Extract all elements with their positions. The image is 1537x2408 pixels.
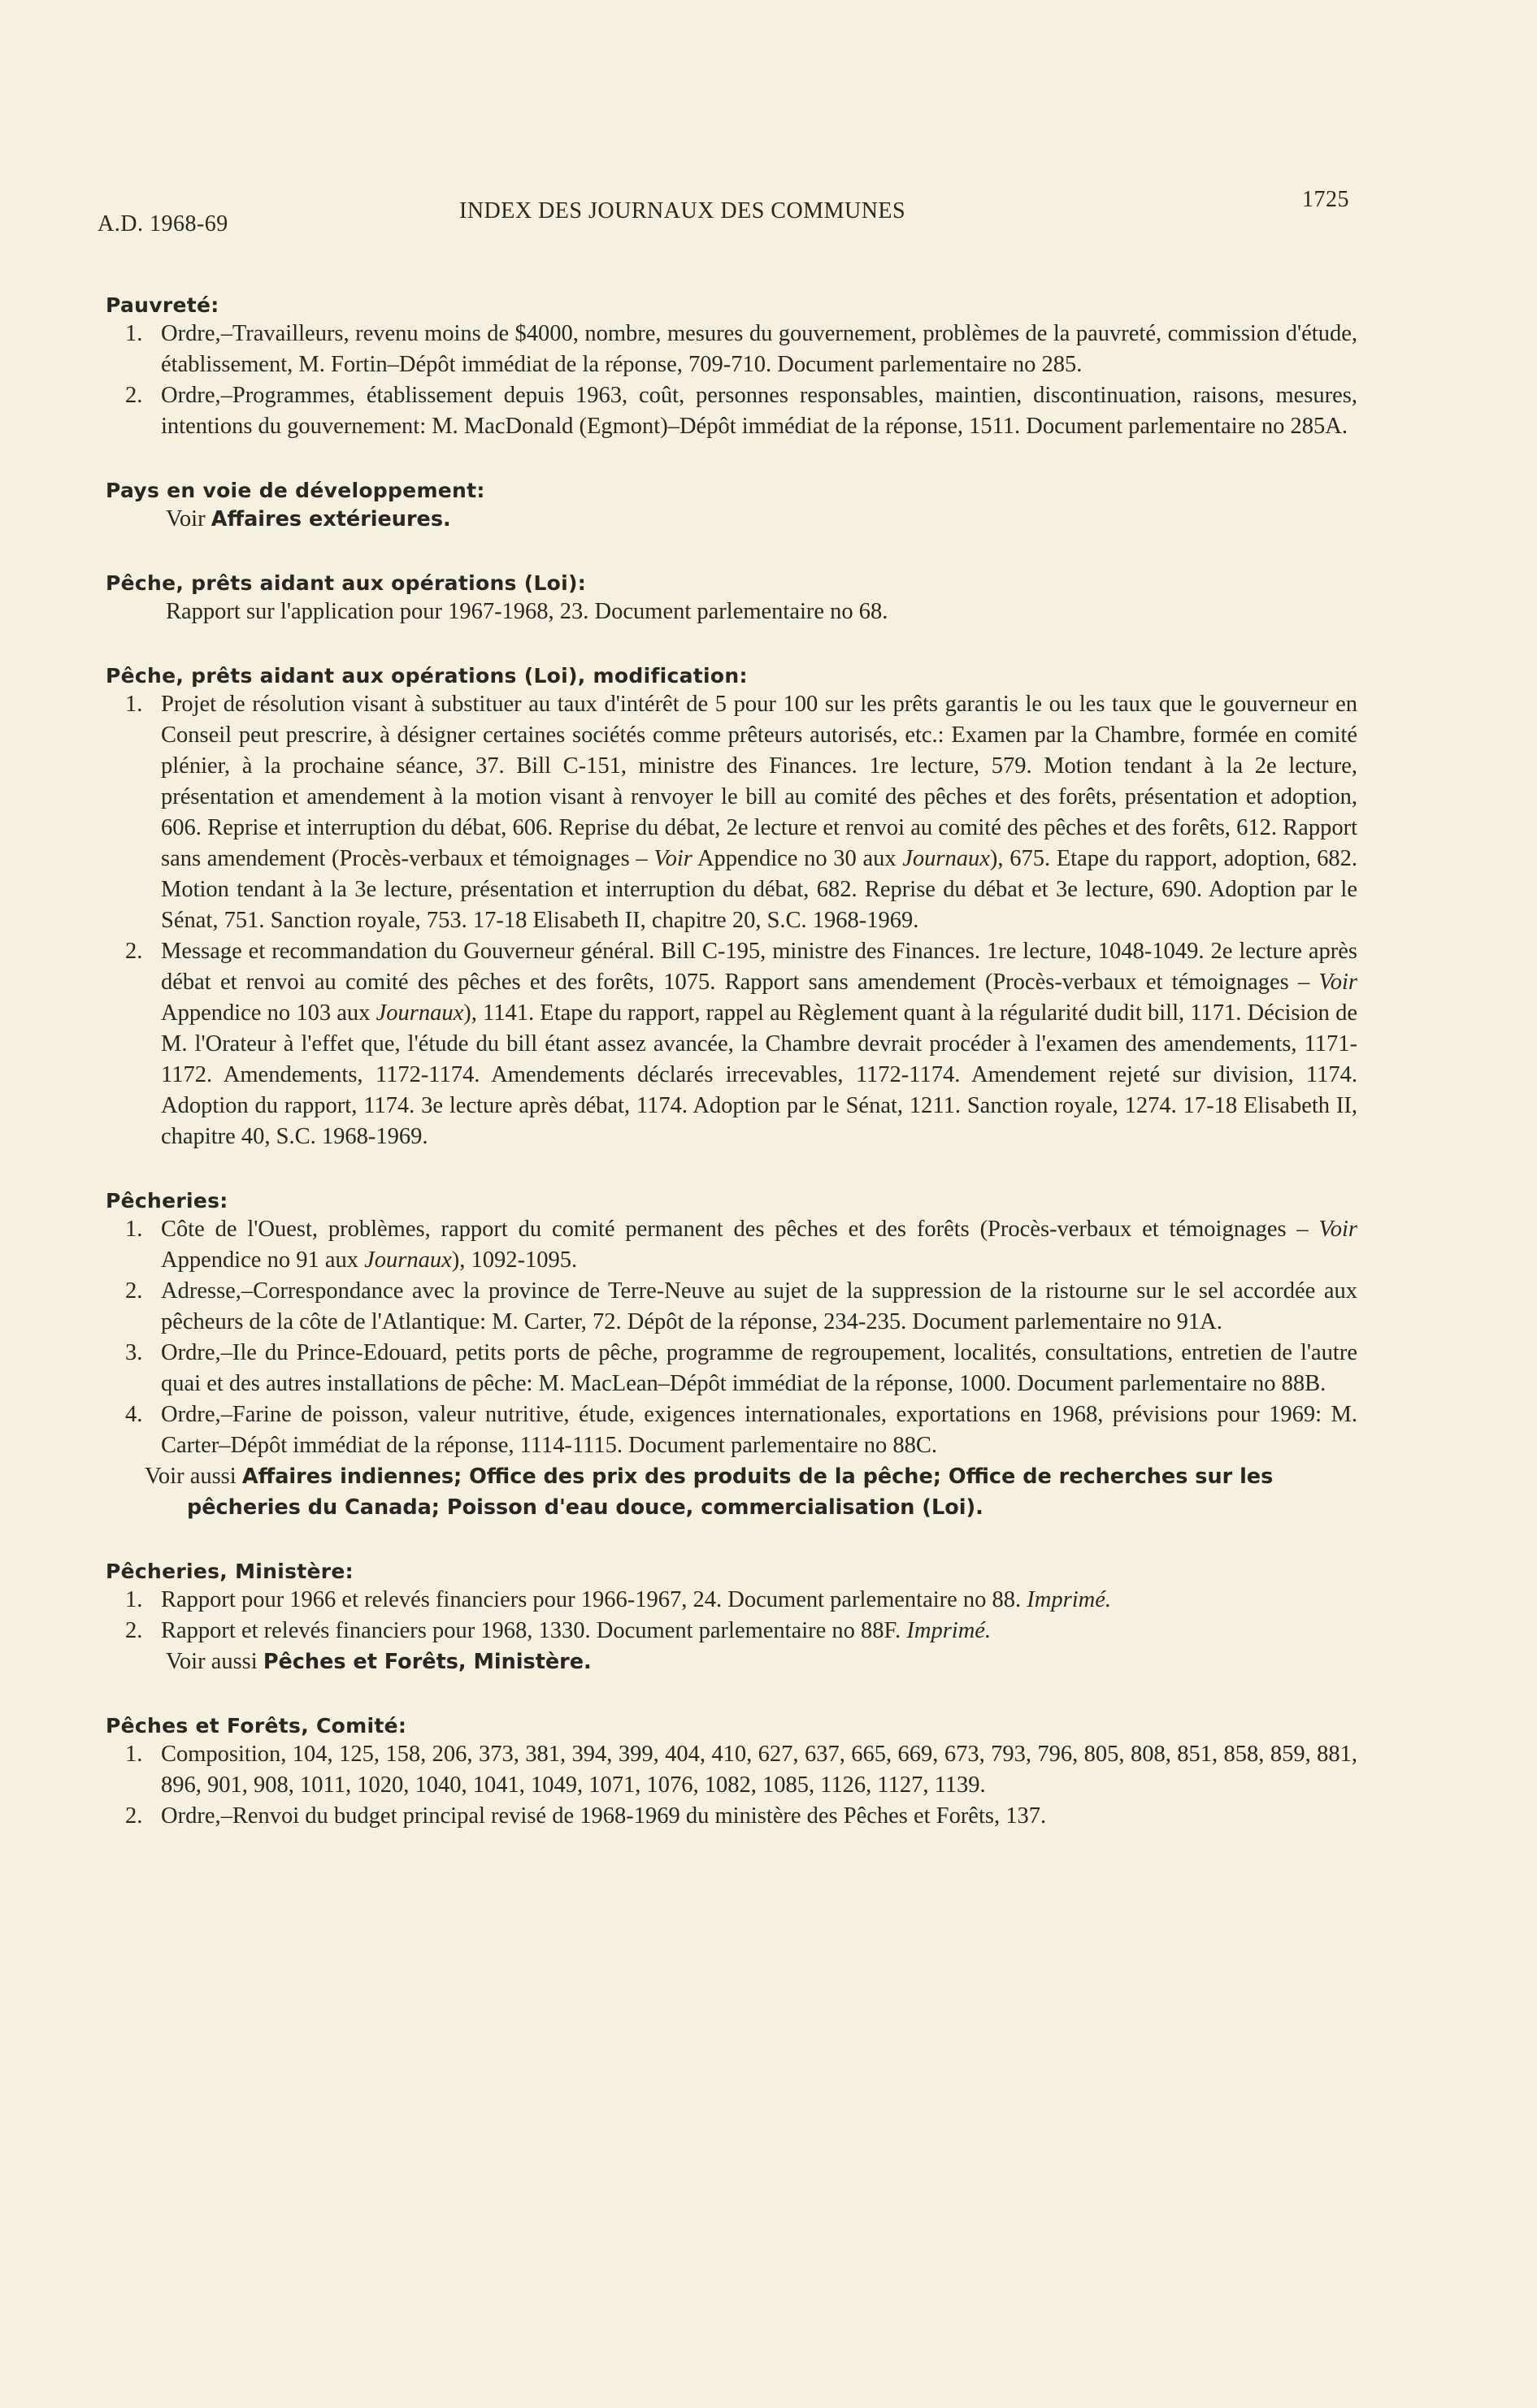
item-number: 2. xyxy=(125,1803,143,1829)
item-text-c: ), 1092-1095. xyxy=(451,1247,578,1273)
index-entry-pays-en-voie xyxy=(106,478,1357,535)
see-prefix: Voir aussi xyxy=(166,1649,258,1674)
item-italic-a: Voir xyxy=(1318,1217,1357,1242)
item-text: Ordre,–Farine de poisson, valeur nutritive, étude, exigences internationales, exportations en 1968, prévisions pour 1969: M. Carter–Dépôt immédiat de la réponse, 1114-1115. Document parlementaire no 88C. xyxy=(161,1402,1357,1458)
item-italic-b: Journaux xyxy=(364,1247,452,1273)
item-number: 2. xyxy=(125,1618,143,1643)
index-entry-pecheries xyxy=(106,1188,1357,1523)
item-text-c: ), 1141. Etape du rapport, rappel au Règlement quant à la régularité dudit bill, 1171. Décision de M. l'Orateur à l'effet que, l'étude du bill étant assez avancée, la Chambre devrait procéder à l'examen des amendements, 1171-1172. Amendements, 1172-1174. Amendements déclarés irrecevables, 1172-1174. Amendement rejeté sur division, 1174. Adoption du rapport, 1174. 3e lecture après débat, 1174. Adoption par le Sénat, 1211. Sanction royale, 1274. 17-18 Elisabeth II, chapitre 40, S.C. 1968-1969. xyxy=(161,1000,1357,1149)
list-item xyxy=(106,1338,1357,1399)
index-entry-peche-prets-modification xyxy=(106,663,1357,1152)
item-number: 2. xyxy=(125,939,143,964)
item-text-b: Appendice no 30 aux xyxy=(692,846,903,871)
item-text-b: Appendice no 103 aux xyxy=(161,1000,376,1026)
entry-heading: Pays en voie de développement: xyxy=(106,479,485,502)
item-number: 4. xyxy=(125,1402,143,1427)
list-item xyxy=(106,689,1357,936)
page-number: 1725 xyxy=(1302,187,1349,212)
index-entry-peches-forets-comite xyxy=(106,1713,1357,1832)
list-item xyxy=(106,319,1357,380)
item-italic-a: Voir xyxy=(1318,970,1357,995)
entry-heading: Pêches et Forêts, Comité: xyxy=(106,1714,407,1738)
item-number: 1. xyxy=(125,1587,143,1612)
item-text-c: ), 675. Etape du rapport, adoption, 682. Motion tendant à la 3e lecture, présentation et interruption du débat, 682. Reprise du débat et 3e lecture, 690. Adoption par le Sénat, 751. Sanction royale, 753. 17-18 Elisabeth II, chapitre 20, S.C. 1968-1969. xyxy=(161,846,1357,933)
item-text: Rapport et relevés financiers pour 1968, 1330. Document parlementaire no 88F. xyxy=(161,1618,901,1643)
entry-heading: Pauvreté: xyxy=(106,293,219,317)
item-italic-tail: Imprimé. xyxy=(906,1618,992,1643)
index-entry-peche-prets xyxy=(106,571,1357,627)
index-content xyxy=(106,293,1357,1868)
list-item xyxy=(106,1399,1357,1461)
item-italic-a: Voir xyxy=(653,846,693,871)
index-entry-pauvrete xyxy=(106,293,1357,442)
list-item xyxy=(106,1616,1357,1647)
see-reference xyxy=(106,504,1357,535)
list-item xyxy=(106,1585,1357,1616)
list-item xyxy=(106,1739,1357,1801)
entry-heading: Pêche, prêts aidant aux opérations (Loi), modification: xyxy=(106,664,748,688)
item-text: Ordre,–Travailleurs, revenu moins de $4000, nombre, mesures du gouvernement, problèmes de la pauvreté, commission d'étude, établissement, M. Fortin–Dépôt immédiat de la réponse, 709-710. Document parlementaire no 285. xyxy=(161,321,1357,377)
header-year: A.D. 1968-69 xyxy=(98,211,228,236)
item-italic-b: Journaux xyxy=(376,1000,464,1026)
item-text: Ordre,–Ile du Prince-Edouard, petits ports de pêche, programme de regroupement, localités, consultations, entretien de l'autre quai et des autres installations de pêche: M. MacLean–Dépôt immédiat de la réponse, 1000. Document parlementaire no 88B. xyxy=(161,1340,1357,1396)
see-target: Affaires extérieures. xyxy=(211,507,451,531)
entry-text: Rapport sur l'application pour 1967-1968, 23. Document parlementaire no 68. xyxy=(166,599,888,624)
item-text: Composition, 104, 125, 158, 206, 373, 381, 394, 399, 404, 410, 627, 637, 665, 669, 673, 793, 796, 805, 808, 851, 858, 859, 881, 896, 901, 908, 1011, 1020, 1040, 1041, 1049, 1071, 1076, 1082, 1085, 1126, 1127, 1139. xyxy=(161,1742,1357,1798)
item-number: 2. xyxy=(125,383,143,408)
item-italic-b: Journaux xyxy=(902,846,990,871)
entry-heading: Pêche, prêts aidant aux opérations (Loi): xyxy=(106,571,587,595)
item-italic-tail: Imprimé. xyxy=(1027,1587,1111,1612)
entry-heading: Pêcheries: xyxy=(106,1189,228,1213)
see-also-reference xyxy=(106,1647,1357,1677)
list-item xyxy=(106,936,1357,1152)
list-item xyxy=(106,380,1357,442)
item-text: Adresse,–Correspondance avec la province de Terre-Neuve au sujet de la suppression de la ristourne sur le sel accordée aux pêcheurs de la côte de l'Atlantique: M. Carter, 72. Dépôt de la réponse, 234-235. Document parlementaire no 91A. xyxy=(161,1278,1357,1334)
list-item xyxy=(106,1801,1357,1832)
header-title: INDEX DES JOURNAUX DES COMMUNES xyxy=(459,198,906,223)
see-target: Pêches et Forêts, Ministère. xyxy=(263,1650,592,1674)
item-text-a: Projet de résolution visant à substituer au taux d'intérêt de 5 pour 100 sur les prêts garantis le ou les taux que le gouverneur en Conseil peut prescrire, à désigner certaines sociétés comme prêteurs autorisés, etc.: Examen par la Chambre, formée en comité plénier, à la prochaine séance, 37. Bill C-151, ministre des Finances. 1re lecture, 579. Motion tendant à la 2e lecture, présentation et amendement à la motion visant à renvoyer le bill au comité des pêches et des forêts, présentation et adoption, 606. Reprise et interruption du débat, 606. Reprise du débat, 2e lecture et renvoi au comité des pêches et des forêts, 612. Rapport sans amendement (Procès-verbaux et témoignages – xyxy=(161,692,1357,871)
item-text-a: Côte de l'Ouest, problèmes, rapport du comité permanent des pêches et des forêts (Procès-verbaux et témoignages – xyxy=(161,1217,1319,1242)
item-text: Ordre,–Programmes, établissement depuis 1963, coût, personnes responsables, maintien, discontinuation, raisons, mesures, intentions du gouvernement: M. MacDonald (Egmont)–Dépôt immédiat de la réponse, 1511. Document parlementaire no 285A. xyxy=(161,383,1357,439)
entry-heading: Pêcheries, Ministère: xyxy=(106,1560,354,1583)
item-number: 3. xyxy=(125,1340,143,1365)
item-number: 1. xyxy=(125,321,143,346)
item-text-b: Appendice no 91 aux xyxy=(161,1247,365,1273)
see-target: Affaires indiennes; Office des prix des produits de la pêche; Office de recherches sur les pêcheries du Canada; Poisson d'eau douce, commercialisation (Loi). xyxy=(187,1464,1274,1520)
item-text-a: Message et recommandation du Gouverneur général. Bill C-195, ministre des Finances. 1re lecture, 1048-1049. 2e lecture après débat et renvoi au comité des pêches et des forêts, 1075. Rapport sans amendement (Procès-verbaux et témoignages – xyxy=(161,939,1357,995)
item-number: 2. xyxy=(125,1278,143,1304)
item-number: 1. xyxy=(125,692,143,717)
running-head xyxy=(98,187,1349,236)
see-also-reference xyxy=(106,1461,1357,1523)
item-text: Rapport pour 1966 et relevés financiers pour 1966-1967, 24. Document parlementaire no 88. xyxy=(161,1587,1022,1612)
see-prefix: Voir xyxy=(166,506,206,531)
item-number: 1. xyxy=(125,1217,143,1242)
list-item xyxy=(106,1214,1357,1276)
list-item xyxy=(106,1276,1357,1338)
see-prefix: Voir aussi xyxy=(145,1464,237,1489)
item-text: Ordre,–Renvoi du budget principal revisé de 1968-1969 du ministère des Pêches et Forêts, 137. xyxy=(161,1803,1047,1829)
index-entry-pecheries-ministere xyxy=(106,1559,1357,1677)
item-number: 1. xyxy=(125,1742,143,1767)
